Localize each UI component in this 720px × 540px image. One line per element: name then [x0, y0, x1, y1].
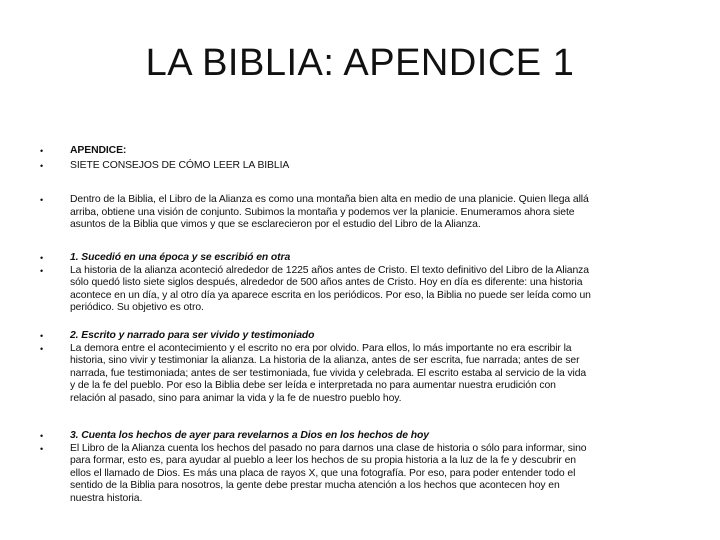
appendix-label: APENDICE: — [70, 145, 127, 156]
bullet: • — [40, 344, 44, 354]
item-line: sentido de la Biblia para nosotros, la gente debe prestar mucha atención a los hechos que acontecen hoy en — [70, 480, 560, 492]
item-line: relación al pasado, sino para animar la vida y la fe de nuestro pueblo hoy. — [70, 392, 402, 404]
item-line: historia, sino vivir y testimoniar la alianza. La historia de la alianza, antes de ser escrita, fue narrada; antes de ser — [70, 355, 580, 367]
bullet: • — [40, 431, 44, 441]
intro-line: arriba, obtiene una visión de conjunto. Subimos la montaña y podemos ver la planicie. Enumeramos ahora siete — [70, 206, 575, 218]
item-line: acontece en un día, y al otro día ya aparece escrita en los periódicos. Por eso, la Biblia no puede ser leída como un — [70, 289, 591, 301]
bullet: • — [40, 331, 44, 341]
item-line: para formar, esto es, para ayudar al pueblo a leer los hechos de su propia historia a la luz de la fe y descubrir en — [70, 455, 576, 467]
bullet: • — [40, 253, 44, 263]
item-line: y de la fe del pueblo. Por eso la Biblia debe ser leída e interpretada no para aumentar nuestra erudición con — [70, 380, 556, 392]
intro-line: Dentro de la Biblia, el Libro de la Alianza es como una montaña bien alta en medio de una planicie. Quien llega allá — [70, 194, 589, 205]
item-line: El Libro de la Alianza cuenta los hechos del pasado no para darnos una clase de historia o sólo para informar, sino — [70, 442, 587, 454]
item-line: nuestra historia. — [70, 492, 143, 504]
item-line: ellos el llamado de Dios. Es más una placa de rayos X, que una fotografía. Por eso, para poder entender todo el — [70, 467, 576, 479]
item-line: La demora entre el acontecimiento y el escrito no era por olvido. Para ellos, lo más importante no era escribir la — [70, 342, 572, 354]
slide-title: LA BIBLIA: APENDICE 1 — [145, 42, 575, 84]
item-line: sólo quedó listo siete siglos después, alrededor de 500 años antes de Cristo. Hoy en día es diferente: una historia — [70, 277, 583, 289]
bullet: • — [40, 146, 44, 156]
bullet: • — [40, 266, 44, 276]
item-line: La historia de la alianza aconteció alrededor de 1225 años antes de Cristo. El texto definitivo del Libro de la Alianza — [70, 264, 589, 276]
item-heading: 2. Escrito y narrado para ser vivido y testimoniado — [70, 330, 315, 341]
item-line: narrada, fue testimoniada; antes de ser testimoniada, fue vivida y celebrada. El escrito estaba al servicio de la vida — [70, 367, 587, 379]
item-line: periódico. Su objetivo es otro. — [70, 302, 204, 314]
bullet: • — [40, 195, 44, 205]
item-heading: 3. Cuenta los hechos de ayer para revelarnos a Dios en los hechos de hoy — [70, 430, 429, 441]
bullet: • — [40, 444, 44, 454]
appendix-subtitle: SIETE CONSEJOS DE CÓMO LEER LA BIBLIA — [70, 160, 290, 171]
item-heading: 1. Sucedió en una época y se escribió en otra — [70, 252, 291, 263]
bullet: • — [40, 161, 44, 171]
intro-line: asuntos de la Biblia que vimos y que se esclarecieron por el estudio del Libro de la Alianza. — [70, 219, 481, 231]
